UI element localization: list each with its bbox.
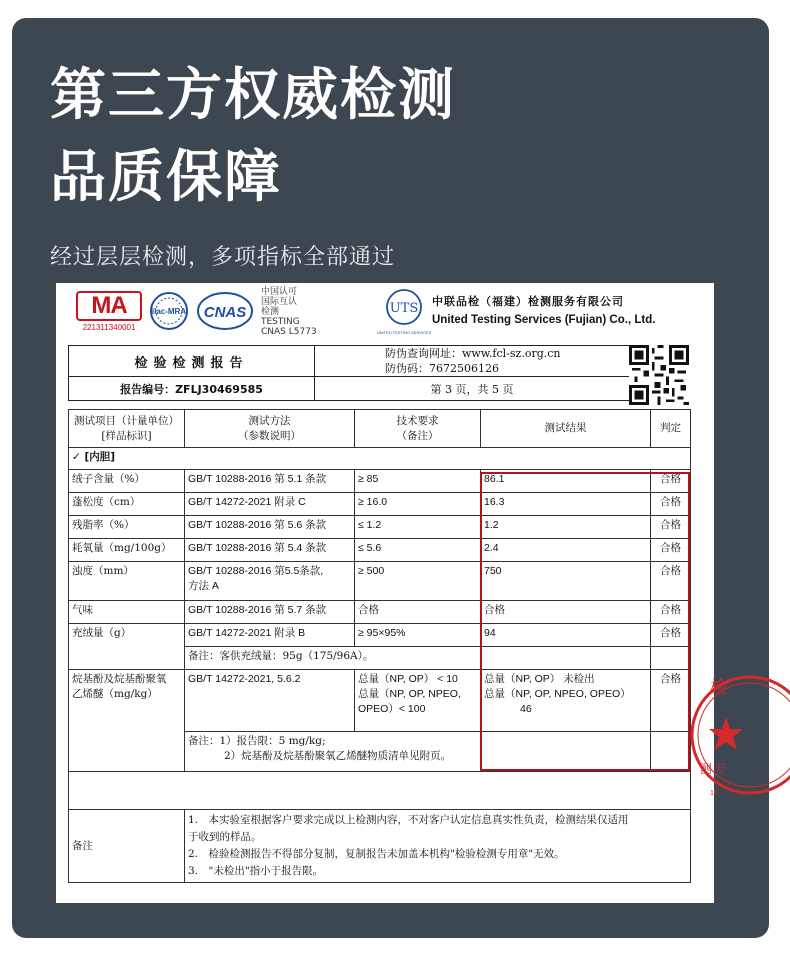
- qr-code: [629, 345, 689, 405]
- table-row: 充绒量（g） GB/T 14272-2021 附录 B ≥ 95×95% 94 合格: [69, 624, 691, 647]
- company-name-cn: 中联品检（福建）检测服务有限公司: [432, 295, 624, 308]
- page-indicator: 第 3 页，共 5 页: [315, 377, 630, 401]
- svg-text:专: 专: [714, 762, 727, 776]
- ape-note-1: 备注：1）报告限：5 mg/kg;: [188, 735, 326, 747]
- cnas-text: CNAS: [203, 304, 247, 321]
- company-name: [432, 293, 655, 326]
- col-header-requirement: 技术要求 （备注）: [355, 410, 481, 448]
- hero-title-line2: 品质保障: [50, 145, 282, 210]
- col-header-item: 测试项目（计量单位） [样品标识]: [69, 410, 185, 448]
- ilac-mra-logo: [146, 291, 192, 331]
- verify-info: [315, 346, 630, 377]
- fill-note: 备注：客供充绒量：95g（175/96A）。: [185, 647, 481, 670]
- section-label: ✓ [内胆]: [69, 448, 691, 470]
- table-row-ape: 烷基酚及烷基酚聚氧 乙烯醚（mg/kg） GB/T 14272-2021, 5.6.2 总量（NP, OP） < 10 总量（NP, OP, NPEO, OPEO）< 100 总量（NP, OP） 未检出 总量（NP, OP, NPEO, OPEO） 46 合格: [69, 670, 691, 732]
- cnas-logo: [196, 291, 254, 331]
- remarks-text: 1. 本实验室根据客户要求完成以上检测内容，不对客户认定信息真实性负责，检测结果仅适用 于收到的样品。 2. 检验检测报告不得部分复制，复制报告未加盖本机构"检验检测专用章"无效。 3. "未检出"指小于报告限。: [185, 810, 691, 883]
- svg-text:UNITED TESTING SERVICES: UNITED TESTING SERVICES: [376, 330, 432, 335]
- ilac-text: ilac-MRA: [151, 307, 187, 316]
- report-header-table: [68, 345, 630, 401]
- report-number: 报告编号：ZFLJ30469585: [69, 377, 315, 401]
- results-table: [68, 409, 691, 883]
- svg-text:10: 10: [710, 790, 718, 797]
- accreditation-text: 中国认可 国际互认 检测 TESTING CNAS L5773: [261, 287, 317, 337]
- table-row: 气味 GB/T 10288-2016 第 5.7 条款 合格 合格 合格: [69, 601, 691, 624]
- svg-text:测: 测: [700, 762, 713, 776]
- report-title: 检验检测报告: [69, 346, 315, 377]
- table-row: 蓬松度（cm） GB/T 14272-2021 附录 C ≥ 16.0 16.3 合格: [69, 493, 691, 516]
- table-row: 耗氧量（mg/100g） GB/T 10288-2016 第 5.4 条款 ≤ 5.6 2.4 合格: [69, 539, 691, 562]
- blank-row: [69, 772, 691, 810]
- company-name-en: United Testing Services (Fujian) Co., Ltd.: [432, 314, 656, 326]
- col-header-result: 测试结果: [481, 410, 651, 448]
- col-header-verdict: 判定: [651, 410, 691, 448]
- uts-text: UTS: [389, 301, 419, 316]
- remarks-label: 备注: [69, 810, 185, 883]
- remarks-row: [69, 810, 691, 883]
- cma-logo: MA 221311340001: [76, 291, 142, 332]
- verify-code: 防伪码：7672506126: [385, 362, 499, 375]
- hero-title-line1: 第三方权威检测: [50, 63, 456, 128]
- ape-note-2: 2）烷基酚及烷基酚聚氧乙烯醚物质清单见附页。: [224, 750, 452, 762]
- inspection-stamp: [688, 655, 758, 815]
- uts-logo: [376, 287, 432, 337]
- test-report-document: [56, 283, 728, 903]
- table-row: 浊度（mm） GB/T 10288-2016 第5.5条款, 方法 A ≥ 500 750 合格: [69, 562, 691, 601]
- verify-site: 防伪查询网址：www.fcl-sz.org.cn: [385, 347, 561, 360]
- cma-number: 221311340001: [82, 323, 136, 332]
- table-row: 绒子含量（%） GB/T 10288-2016 第 5.1 条款 ≥ 85 86.1 合格: [69, 470, 691, 493]
- col-header-method: 测试方法 （参数说明）: [185, 410, 355, 448]
- hero-subtitle: 经过层层检测，多项指标全部通过: [50, 245, 396, 270]
- table-row: 残脂率（%） GB/T 10288-2016 第 5.6 条款 ≤ 1.2 1.2 合格: [69, 516, 691, 539]
- svg-text:检: 检: [710, 677, 728, 698]
